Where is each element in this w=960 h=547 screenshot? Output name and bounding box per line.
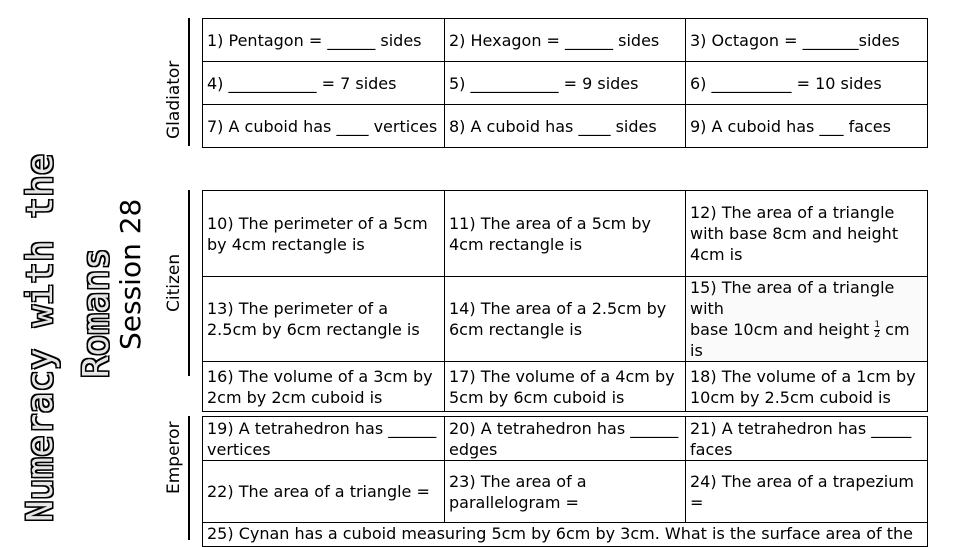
question-row bbox=[203, 62, 928, 105]
question-cell: 18) The volume of a 1cm by 10cm by 2.5cm cuboid is bbox=[686, 362, 928, 412]
question-row bbox=[203, 461, 928, 523]
question-cell: 3) Octagon = _______sides bbox=[686, 19, 928, 62]
question-row bbox=[203, 362, 928, 412]
divider-gladiator bbox=[188, 18, 190, 146]
question-cell: 11) The area of a 5cm by 4cm rectangle is bbox=[445, 191, 686, 277]
question-cell: 9) A cuboid has ___ faces bbox=[686, 105, 928, 148]
fraction-denominator: 2 bbox=[874, 330, 881, 340]
question-cell: 22) The area of a triangle = bbox=[203, 461, 445, 523]
question-cell: 21) A tetrahedron has _____ faces bbox=[686, 417, 928, 461]
title-numeracy: Numeracy with the bbox=[20, 153, 61, 522]
question-cell: 8) A cuboid has ____ sides bbox=[445, 105, 686, 148]
divider-citizen bbox=[188, 190, 190, 376]
emperor-questions bbox=[202, 416, 928, 547]
question-cell: 6) __________ = 10 sides bbox=[686, 62, 928, 105]
question-cell: 14) The area of a 2.5cm by 6cm rectangle is bbox=[445, 277, 686, 362]
gladiator-questions bbox=[202, 18, 928, 148]
fraction-half bbox=[874, 321, 880, 340]
question-cell: 10) The perimeter of a 5cm by 4cm rectangle is bbox=[203, 191, 445, 277]
fraction-numerator: 1 bbox=[874, 320, 881, 330]
level-label-citizen: Citizen bbox=[164, 253, 184, 312]
question-15-line2 bbox=[690, 319, 923, 361]
question-cell: 7) A cuboid has ____ vertices bbox=[203, 105, 445, 148]
question-row bbox=[203, 105, 928, 148]
question-15-text-a: base 10cm and height bbox=[690, 320, 870, 339]
question-cell: 4) ___________ = 7 sides bbox=[203, 62, 445, 105]
question-cell: 17) The volume of a 4cm by 5cm by 6cm cuboid is bbox=[445, 362, 686, 412]
question-cell: 25) Cynan has a cuboid measuring 5cm by 6cm by 3cm. What is the surface area of the bbox=[203, 523, 928, 547]
citizen-questions bbox=[202, 190, 928, 412]
question-cell: 23) The area of a parallelogram = bbox=[445, 461, 686, 523]
question-row bbox=[203, 417, 928, 461]
question-cell: 2) Hexagon = ______ sides bbox=[445, 19, 686, 62]
question-cell: 5) ___________ = 9 sides bbox=[445, 62, 686, 105]
question-cell: 1) Pentagon = ______ sides bbox=[203, 19, 445, 62]
question-cell: 19) A tetrahedron has ______ vertices bbox=[203, 417, 445, 461]
question-15-line1: 15) The area of a triangle with bbox=[690, 278, 895, 318]
title-romans: Romans bbox=[76, 247, 117, 378]
question-15-text-b: cm is bbox=[690, 320, 910, 360]
question-row bbox=[203, 277, 928, 362]
question-cell: 13) The perimeter of a 2.5cm by 6cm rectangle is bbox=[203, 277, 445, 362]
question-cell: 16) The volume of a 3cm by 2cm by 2cm cuboid is bbox=[203, 362, 445, 412]
level-label-emperor: Emperor bbox=[164, 421, 184, 494]
question-cell-image bbox=[686, 277, 928, 362]
session-number: Session 28 bbox=[114, 198, 147, 350]
divider-emperor bbox=[188, 416, 190, 540]
question-row bbox=[203, 523, 928, 547]
question-cell: 24) The area of a trapezium = bbox=[686, 461, 928, 523]
question-row bbox=[203, 19, 928, 62]
question-row bbox=[203, 191, 928, 277]
question-cell: 20) A tetrahedron has ______ edges bbox=[445, 417, 686, 461]
level-label-gladiator: Gladiator bbox=[164, 60, 184, 139]
question-cell: 12) The area of a triangle with base 8cm and height 4cm is bbox=[686, 191, 928, 277]
